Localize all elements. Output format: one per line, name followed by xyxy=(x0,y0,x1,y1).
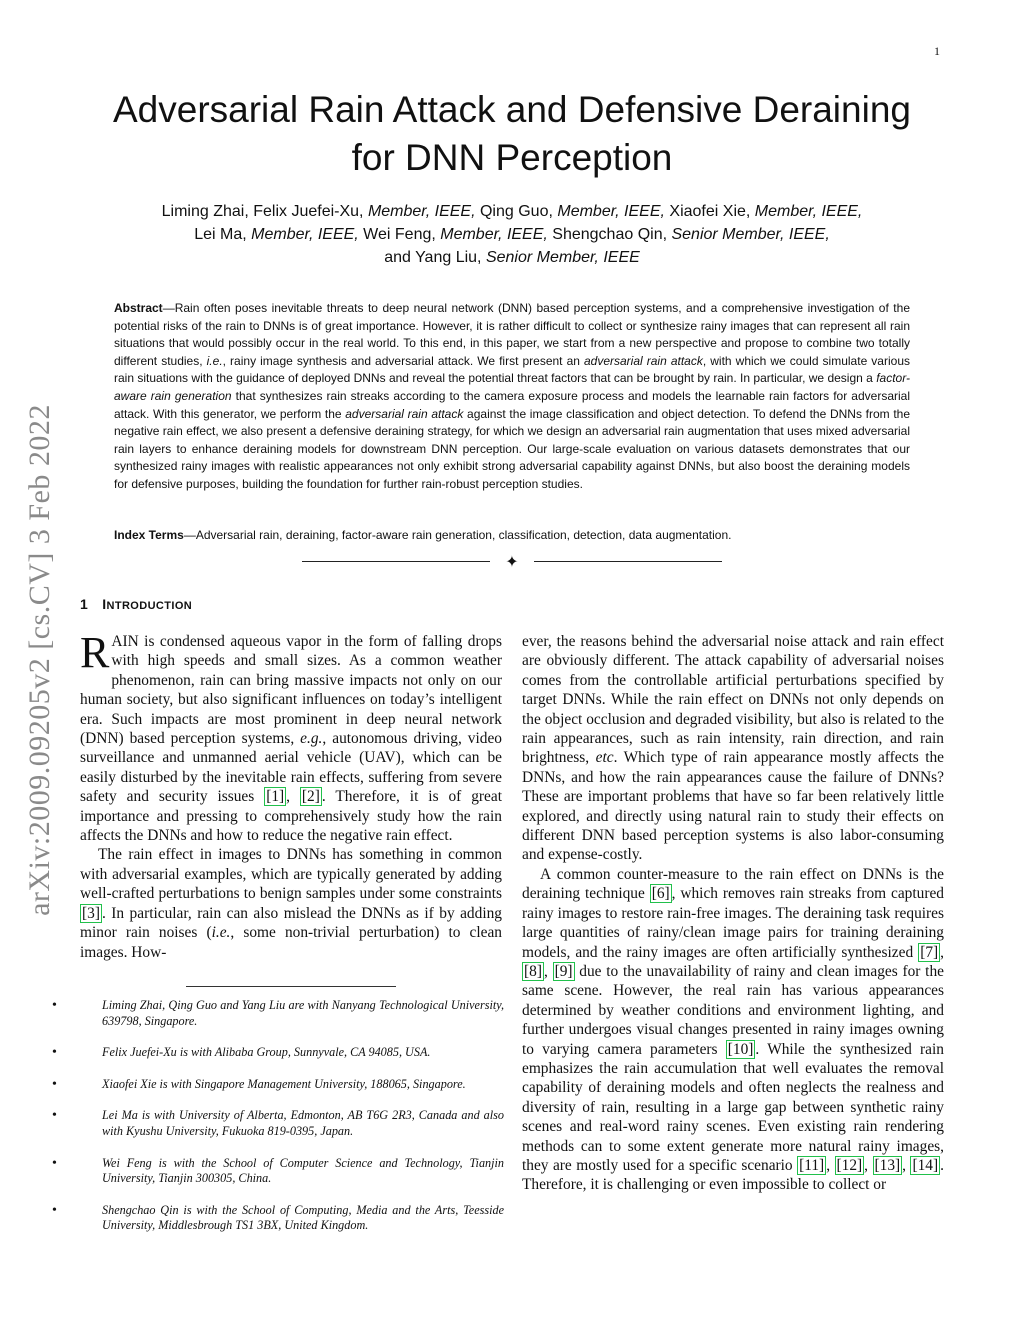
author-line-1 xyxy=(90,200,934,223)
arxiv-id: arXiv:2009.09205v2 [cs.CV] 3 Feb 2022 xyxy=(23,404,56,916)
body-text: . In particular, rain can also mislead the DNNs as if by adding minor rain noises ( xyxy=(80,904,502,942)
abstract-ie: i.e. xyxy=(206,353,223,368)
author-name: Liming Zhai, Felix Juefei-Xu, xyxy=(161,203,368,220)
citation-link[interactable]: [3] xyxy=(82,904,100,922)
citation-link[interactable]: [12] xyxy=(836,1156,863,1174)
section-heading xyxy=(80,596,192,612)
body-text: ever, the reasons behind the adversarial noise attack and rain effect are obviously different. The attack capability of adversarial noises comes from the controllable artificial perturbations specified by target DNNs. While the rain effect on DNNs not only depends on the object occlusion and degraded visibility, but also is related to the rain appearances, such as rain intensity, rain direction, and rain brightness, xyxy=(522,633,944,767)
body-text: . While the synthesized rain emphasizes the rain accumulation that well evaluates the removal capability of deraining models and often neglects the realness and diversity of rain, resulting in a large gap between synthetic rainy scenes and real-word rainy scenes. Even existing rain rendering methods can to some extent generate more natural rainy images, they are mostly used for a specific scenario xyxy=(522,1040,944,1174)
author-name: Shengchao Qin, xyxy=(547,226,672,243)
author-role: Senior Member, IEEE xyxy=(485,249,640,266)
body-text: , xyxy=(286,788,300,806)
bullet-icon: • xyxy=(52,1108,57,1124)
paragraph xyxy=(80,628,502,845)
abstract-text: , with which we could simulate various rain situations with the guidance of deployed DNNs and reveal the potential threat factors that can be brought by rain. In particular, we design a xyxy=(114,353,910,386)
footnote-rule xyxy=(186,986,396,987)
body-text: , xyxy=(864,1156,873,1174)
body-text: , xyxy=(826,1156,835,1174)
body-text: , xyxy=(940,943,944,961)
footnote-item xyxy=(52,1156,504,1187)
title-line-2: for DNN Perception xyxy=(351,137,673,178)
abstract-text: against the image classification and object detection. To defend the DNNs from the negative rain effect, we also present a defensive deraining strategy, for which we design an adversarial rain augmentation that uses mixed adversarial rain layers to enhance deraining models for downstream DNN perception. Our large-scale evaluation on various datasets demonstrates that our synthesized rainy images with realistic appearances not only exhibit strong adversarial capability against DNNs, but also boost the deraining models for defensive purposes, building the foundation for further rain-robust perception studies. xyxy=(114,406,910,491)
footnote-text: Liming Zhai, Qing Guo and Yang Liu are with Nanyang Technological University, 639798, Singapore. xyxy=(102,998,504,1028)
citation-link[interactable]: [6] xyxy=(651,885,670,903)
citation-link[interactable]: [1] xyxy=(266,788,285,806)
body-text: , which removes rain streaks from captured rainy images to restore rain-free images. The deraining task requires large quantities of rainy/clean image pairs for training deraining models, and the rainy images are often artificially synthesized xyxy=(522,885,944,961)
body-text: . Therefore, it is of great importance and pressing to comprehensively study how the rain affects the DNNs and how to reduce the negative rain effect. xyxy=(80,788,502,845)
drop-cap: R xyxy=(80,628,110,677)
body-text: , xyxy=(543,962,553,980)
author-role: Senior Member, IEEE, xyxy=(671,226,830,243)
citation-link[interactable]: [13] xyxy=(874,1156,901,1174)
title-line-1: Adversarial Rain Attack and Defensive Deraining xyxy=(113,89,911,130)
section-divider xyxy=(302,552,722,572)
body-text: The rain effect in images to DNNs has something in common with adversarial examples, which are typically generated by adding well-crafted perturbations to benign samples under some constraints xyxy=(80,846,502,903)
footnote-item xyxy=(52,1108,504,1139)
bullet-icon: • xyxy=(52,1202,57,1218)
body-text: , autonomous driving, video surveillance and unmanned aerial vehicle (UAV), which can be easily disturbed by the inevitable rain effects, suffering from severe safety and security issues xyxy=(80,730,502,806)
footnote-item xyxy=(52,1203,504,1234)
body-text: . Therefore, it is challenging or even impossible to collect or xyxy=(522,1156,944,1194)
author-line-3 xyxy=(90,246,934,269)
author-name: Xiaofei Xie, xyxy=(664,203,755,220)
section-title-rest: NTRODUCTION xyxy=(106,600,193,612)
body-text: due to the unavailability of rainy and clean images for the same scene. However, the real rain has various appearances determined by weather conditions and environment lighting, and further undergoes visual changes presented in rainy images owning to varying camera parameters xyxy=(522,962,944,1058)
abstract xyxy=(114,300,910,494)
left-column xyxy=(80,628,502,962)
author-role: Member, IEEE, xyxy=(367,203,476,220)
divider-rule-right xyxy=(534,561,722,562)
section-number: 1 xyxy=(80,596,89,612)
page-number: 1 xyxy=(934,44,940,58)
citation-link[interactable]: [2] xyxy=(301,788,320,806)
abstract-text: that synthesizes rain streaks according to the camera exposure process and models the learnable rain factors for adversarial attack. With this generator, we perform the xyxy=(114,388,910,421)
index-terms-dash: — xyxy=(183,528,196,542)
divider-ornament-icon: ✦ xyxy=(505,552,519,571)
footnote-text: Shengchao Qin is with the School of Computing, Media and the Arts, Teesside University, Middlesbrough TS1 3BX, United Kingdom. xyxy=(102,1202,504,1233)
body-italic: e.g. xyxy=(300,730,323,748)
abstract-text: , rainy image synthesis and adversarial attack. We first present an xyxy=(222,353,584,368)
body-text: A common counter-measure to the rain effect on DNNs is the deraining technique xyxy=(522,865,944,903)
body-text: . Which type of rain appearance mostly affects the DNNs, and how the rain appearances cause the failure of DNNs? These are important problems that have so far been relatively little explored, and directly using natural rain to study their effects on different DNN based perception systems is also labor-consuming and expense-costly. xyxy=(522,749,944,864)
section-title-initial: I xyxy=(102,596,107,612)
author-list xyxy=(90,200,934,269)
author-name: Lei Ma, xyxy=(194,226,252,243)
index-terms-label: Index Terms xyxy=(114,528,184,542)
right-column xyxy=(522,632,944,1195)
citation-link[interactable]: [9] xyxy=(554,962,573,980)
author-role: Member, IEEE, xyxy=(557,203,665,220)
author-role: Member, IEEE, xyxy=(251,226,359,243)
bullet-icon: • xyxy=(52,1045,57,1061)
bullet-icon: • xyxy=(52,1076,57,1092)
author-name: Qing Guo, xyxy=(475,203,558,220)
paragraph xyxy=(522,865,944,1195)
footnote-text: Felix Juefei-Xu is with Alibaba Group, Sunnyvale, CA 94085, USA. xyxy=(102,1045,431,1060)
footnote-text: Lei Ma is with University of Alberta, Edmonton, AB T6G 2R3, Canada and also with Kyushu University, Fukuoka 819-0395, Japan. xyxy=(102,1108,504,1138)
bullet-icon: • xyxy=(52,1155,57,1171)
paragraph xyxy=(80,845,502,961)
abstract-emphasis: factor-aware rain generation xyxy=(114,371,910,403)
arxiv-watermark xyxy=(20,360,60,960)
body-text: , xyxy=(902,1156,911,1174)
body-text: is condensed aqueous vapor in the form of falling drops with high speeds and small sizes. As a common weather phenomenon, rain can bring massive impacts not only on our human society, but also significant influences on today’s intelligent era. Such impacts are most prominent in deep neural network (DNN) based perception systems, xyxy=(80,633,502,748)
footnote-item xyxy=(52,1077,504,1093)
abstract-text: Rain often poses inevitable threats to deep neural network (DNN) based perception systems, and a comprehensive investigation of the potential risks of the rain to DNNs is of great importance. However, it is rather difficult to collect or synthesize rainy images that can represent all rain situations that would possibly occur in the real world. To this end, in this paper, we start from a new perspective and propose to combine two totally different studies, xyxy=(114,301,910,368)
body-italic: i.e. xyxy=(211,924,231,942)
author-role: Member, IEEE, xyxy=(440,226,548,243)
paper-title xyxy=(70,86,954,182)
citation-link[interactable]: [11] xyxy=(799,1156,825,1174)
abstract-emphasis: adversarial rain attack xyxy=(583,353,703,368)
citation-link[interactable]: [7] xyxy=(920,943,939,961)
paragraph xyxy=(522,632,944,865)
bullet-icon: • xyxy=(52,998,57,1013)
footnote-item xyxy=(52,998,504,1029)
abstract-label: Abstract xyxy=(114,301,163,315)
author-name: Wei Feng, xyxy=(358,226,441,243)
index-terms-text: Adversarial rain, deraining, factor-aware rain generation, classification, detection, data augmentation. xyxy=(195,528,732,542)
citation-link[interactable]: [14] xyxy=(912,1156,939,1174)
footnote-list xyxy=(52,998,504,1250)
abstract-emphasis: adversarial rain attack xyxy=(345,406,464,421)
body-text: , some non-trivial perturbation) to clean images. How- xyxy=(80,924,502,961)
body-italic: etc xyxy=(595,749,614,767)
divider-rule-left xyxy=(302,561,490,562)
footnote-text: Xiaofei Xie is with Singapore Management University, 188065, Singapore. xyxy=(102,1076,466,1091)
author-name: and Yang Liu, xyxy=(384,249,486,266)
citation-link[interactable]: [10] xyxy=(727,1040,754,1058)
author-line-2 xyxy=(90,223,934,246)
author-role: Member, IEEE, xyxy=(754,203,863,220)
footnote-text: Wei Feng is with the School of Computer Science and Technology, Tianjin University, Tianjin 300305, China. xyxy=(102,1155,504,1186)
citation-link[interactable]: [8] xyxy=(524,962,542,980)
small-caps-text: AIN xyxy=(111,633,139,650)
index-terms xyxy=(114,527,910,544)
abstract-dash: — xyxy=(162,301,175,315)
footnote-item xyxy=(52,1045,504,1061)
